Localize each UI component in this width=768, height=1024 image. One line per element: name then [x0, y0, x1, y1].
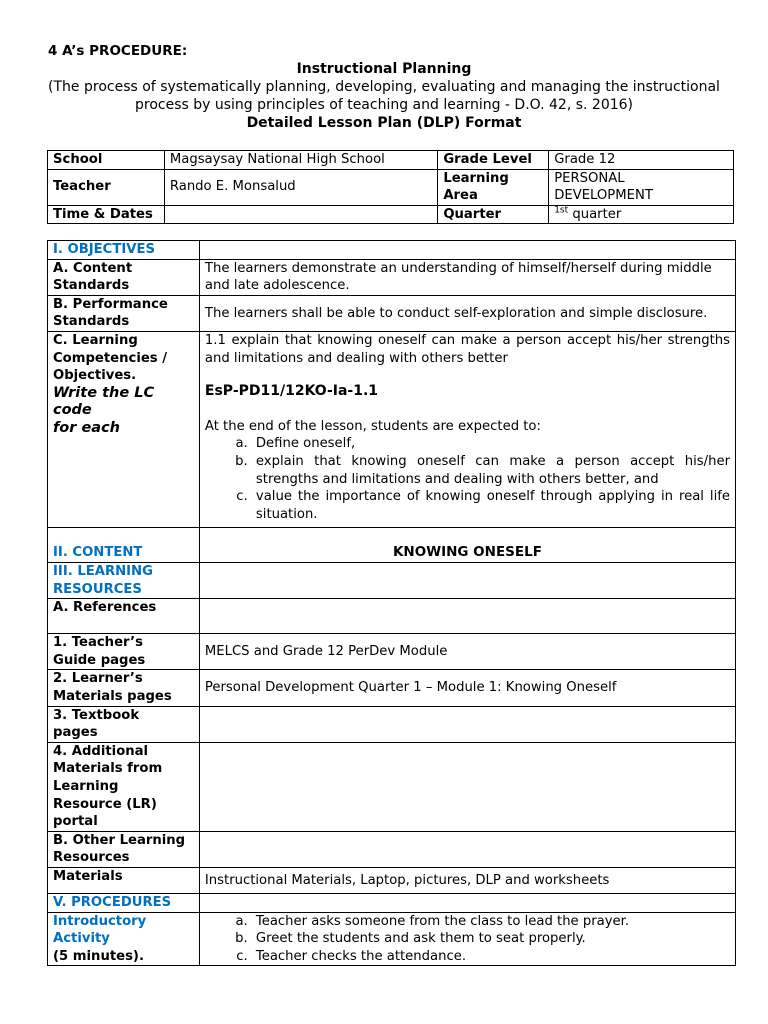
- other-resources-label: [48, 831, 200, 867]
- label-line: Standards: [53, 314, 130, 330]
- teacher-value: Rando E. Monsalud: [164, 169, 437, 205]
- label-line: pages: [53, 725, 98, 741]
- label-line: Standards: [53, 278, 130, 294]
- label-line: portal: [53, 814, 98, 830]
- objectives-list: [205, 435, 730, 523]
- label-line: 2. Learner’s: [53, 671, 143, 687]
- materials-value: Instructional Materials, Laptop, pictures, DLP and worksheets: [199, 867, 735, 893]
- label-line: Competencies /: [53, 350, 168, 366]
- label-line: Resources: [53, 850, 130, 866]
- content-value: KNOWING ONESELF: [199, 527, 735, 562]
- lc-note-line: Write the LC code: [53, 384, 155, 419]
- label-line: RESOURCES: [53, 581, 142, 597]
- list-item: c. Teacher checks the attendance.: [252, 948, 730, 966]
- learning-area-label-line: Learning: [443, 170, 509, 186]
- textbook-empty: [199, 706, 735, 742]
- end-of-lesson-text: At the end of the lesson, students are expected to:: [204, 418, 541, 434]
- introductory-list: [205, 913, 730, 966]
- textbook-label: [48, 706, 200, 742]
- label-line: B. Performance: [53, 296, 168, 312]
- teachers-guide-label: [48, 634, 200, 670]
- label-line: Introductory: [53, 913, 147, 929]
- learning-area-value-line: DEVELOPMENT: [554, 188, 653, 204]
- label-line: 4. Additional: [53, 743, 149, 759]
- content-standards-text: [199, 259, 735, 295]
- label-line: III. LEARNING: [53, 563, 153, 579]
- label-line: Resource (LR): [53, 796, 157, 812]
- time-dates-value: [164, 205, 437, 224]
- performance-standards-text: The learners shall be able to conduct self-exploration and simple disclosure.: [199, 295, 735, 331]
- text-line: The learners demonstrate an understanding of himself/herself during middle: [204, 260, 712, 276]
- learning-resources-empty: [199, 562, 735, 598]
- info-table: [47, 150, 734, 224]
- quarter-value: [549, 205, 734, 224]
- quarter-label: Quarter: [438, 205, 549, 224]
- materials-label: Materials: [48, 867, 200, 893]
- label-line: (5 minutes).: [53, 948, 144, 964]
- teacher-label: Teacher: [48, 169, 165, 205]
- lesson-plan-table: [47, 240, 736, 966]
- learning-area-value-line: PERSONAL: [554, 170, 625, 186]
- description-line-2: process by using principles of teaching and learning - D.O. 42, s. 2016): [135, 97, 633, 113]
- content-heading: II. CONTENT: [48, 527, 200, 562]
- school-value: Magsaysay National High School: [164, 151, 437, 170]
- introductory-activity-content: [199, 912, 735, 966]
- description-line-1: (The process of systematically planning, developing, evaluating and managing the instructional: [48, 79, 720, 95]
- school-label: School: [48, 151, 165, 170]
- label-line: 1. Teacher’s: [53, 635, 143, 651]
- content-standards-label: [48, 259, 200, 295]
- additional-materials-empty: [199, 742, 735, 831]
- lc-note-line: for each: [53, 419, 121, 436]
- objectives-heading: I. OBJECTIVES: [48, 241, 200, 260]
- grade-level-label: Grade Level: [438, 151, 549, 170]
- competencies-label: [48, 331, 200, 527]
- quarter-text: quarter: [568, 206, 622, 222]
- lc-code: EsP-PD11/12KO-Ia-1.1: [204, 383, 379, 400]
- label-line: C. Learning: [53, 332, 138, 348]
- learners-materials-value: Personal Development Quarter 1 – Module 1: Knowing Oneself: [199, 670, 735, 706]
- list-item: c. value the importance of knowing oneself through applying in real life situation.: [252, 488, 730, 523]
- label-line: B. Other Learning: [53, 832, 186, 848]
- introductory-activity-label: [48, 912, 200, 966]
- list-item: b. Greet the students and ask them to seat properly.: [252, 930, 730, 948]
- list-item: b. explain that knowing oneself can make a person accept his/her strengths and limitations and dealing with others better, and: [252, 453, 730, 488]
- other-resources-empty: [199, 831, 735, 867]
- label-line: Activity: [53, 931, 110, 947]
- time-dates-label: Time & Dates: [48, 205, 165, 224]
- procedure-heading: 4 A’s PROCEDURE:: [48, 43, 188, 59]
- references-label: A. References: [48, 599, 200, 634]
- additional-materials-label: [48, 742, 200, 831]
- label-line: Learning: [53, 778, 119, 794]
- learning-area-value: [549, 169, 734, 205]
- competencies-content: [199, 331, 735, 527]
- label-line: Materials from: [53, 761, 163, 777]
- procedures-heading: V. PROCEDURES: [48, 893, 200, 912]
- references-empty: [199, 599, 735, 634]
- list-item: a. Teacher asks someone from the class to lead the prayer.: [252, 913, 730, 931]
- label-line: Guide pages: [53, 652, 146, 668]
- procedures-empty: [199, 893, 735, 912]
- label-line: 3. Textbook: [53, 707, 140, 723]
- quarter-superscript: 1st: [554, 205, 569, 216]
- learning-area-label: [438, 169, 549, 205]
- teachers-guide-value: MELCS and Grade 12 PerDev Module: [199, 634, 735, 670]
- label-line: A. Content: [53, 260, 133, 276]
- learners-materials-label: [48, 670, 200, 706]
- list-item: a. Define oneself,: [252, 435, 730, 453]
- objectives-empty: [199, 241, 735, 260]
- format-title: Detailed Lesson Plan (DLP) Format: [246, 115, 522, 131]
- performance-standards-label: [48, 295, 200, 331]
- label-line: Objectives.: [53, 368, 137, 384]
- learning-resources-heading: [48, 562, 200, 598]
- learning-area-label-line: Area: [443, 188, 478, 204]
- competency-text: 1.1 explain that knowing oneself can make a person accept his/her strengths and limitations and dealing with others better: [204, 332, 730, 366]
- document-title: Instructional Planning: [296, 61, 472, 77]
- label-line: Materials pages: [53, 688, 172, 704]
- grade-level-value: Grade 12: [549, 151, 734, 170]
- text-line: and late adolescence.: [204, 278, 350, 294]
